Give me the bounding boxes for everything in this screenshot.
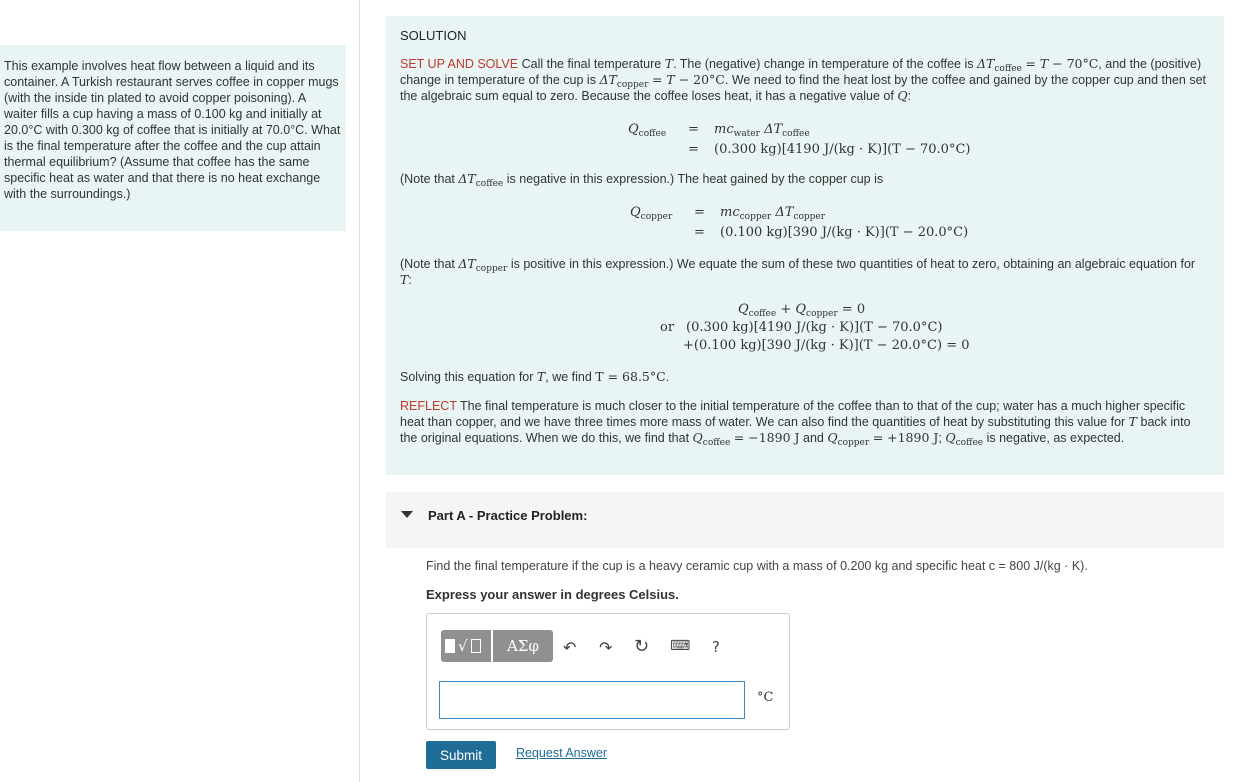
answer-instruction: Express your answer in degrees Celsius. [426,587,679,602]
help-icon[interactable]: ? [712,638,720,656]
redo-icon[interactable]: ↷ [599,638,613,657]
equation-q-coffee: $Q_{coffee}$ [628,122,667,139]
greek-symbols-button[interactable]: ΑΣφ [493,630,553,662]
templates-button[interactable] [441,630,491,662]
math-toolbar [441,630,553,662]
equation-sum-line2: (0.300 kg)[4190 J/(kg · K)](T − 70.0°C) [686,320,943,335]
equation-sum: $Q_{coffee} + Q_{copper} = 0$ [738,302,866,319]
collapse-caret-icon[interactable] [401,511,413,518]
problem-intro-text: This example involves heat flow between a liquid and its container. A Turkish restaurant serves coffee in copper mugs (with the inside tin plated to avoid copper poisoning). A waiter fills a cup having a mass of 0.100 kg and initially at 20.0°C with 0.300 kg of coffee that is initially at 70.0°C. What is the final temperature after the coffee and the cup attain thermal equilibrium? (Assume that coffee has the same specific heat as water and that there is no heat exchange with the surroundings.) [4,59,341,201]
reflect-paragraph: REFLECT The final temperature is much closer to the initial temperature of the coffee than to that of the cup; water has a much higher specific heat than copper, and we have three times more mass of water. We can also find the quantities of heat by substituting this value for T back into the original equations. When we do this, we find that $Q_{coffee} = -1890$ J and $Q_{copper} = +1890$ J; $Q_{coffee}$ is negative, as expected. [400,399,1191,448]
solution-heading: SOLUTION [400,28,467,43]
solving-result: Solving this equation for T, we find T = 68.5°C. [400,369,670,384]
column-divider [359,0,360,782]
undo-icon[interactable]: ↶ [563,638,577,657]
reset-icon[interactable]: ↻ [634,636,650,657]
unit-label: °C [757,690,774,705]
problem-intro-panel [0,45,346,231]
radical-icon: √ [458,637,468,655]
keyboard-icon[interactable]: ⌨ [670,638,691,654]
equation-q-copper: $Q_{copper}$ [630,205,673,222]
part-a-header[interactable] [386,492,1224,548]
note-coffee-negative: (Note that $\Delta T_{coffee}$ is negative in this expression.) The heat gained by the copper cup is [400,171,884,189]
fraction-template-icon [445,639,455,653]
equation-sum-line3: +(0.100 kg)[390 J/(kg · K)](T − 20.0°C) = 0 [683,338,970,353]
note-copper-positive: (Note that $\Delta T_{copper}$ is positive in this expression.) We equate the sum of these two quantities of heat to zero, obtaining an algebraic equation for T: [400,256,1196,287]
request-answer-link[interactable]: Request Answer [516,746,608,760]
answer-input[interactable] [439,681,745,719]
setup-paragraph: SET UP AND SOLVE Call the final temperature T. The (negative) change in temperature of the coffee is $\Delta T_{coffee} = T - 70^\circ C$, and the (positive) change in temperature of the cup is $\Delta T_{copper} = T - 20^\circ C$. We need to find the heat lost by the coffee and gained by the copper cup and then set the algebraic sum equal to zero. Because the coffee loses heat, it has a negative value of Q: [400,56,1207,103]
practice-question: Find the final temperature if the cup is a heavy ceramic cup with a mass of 0.200 kg and specific heat c = 800 J/(kg · K). [426,559,1088,573]
part-a-title: Part A - Practice Problem: [428,508,588,523]
setup-label: SET UP AND SOLVE [400,57,519,71]
submit-button[interactable]: Submit [426,741,496,769]
equation-q-coffee-numeric: (0.300 kg)[4190 J/(kg · K)](T − 70.0°C) [714,142,971,157]
equation-q-copper-numeric: (0.100 kg)[390 J/(kg · K)](T − 20.0°C) [720,225,969,240]
answer-box [426,613,790,730]
